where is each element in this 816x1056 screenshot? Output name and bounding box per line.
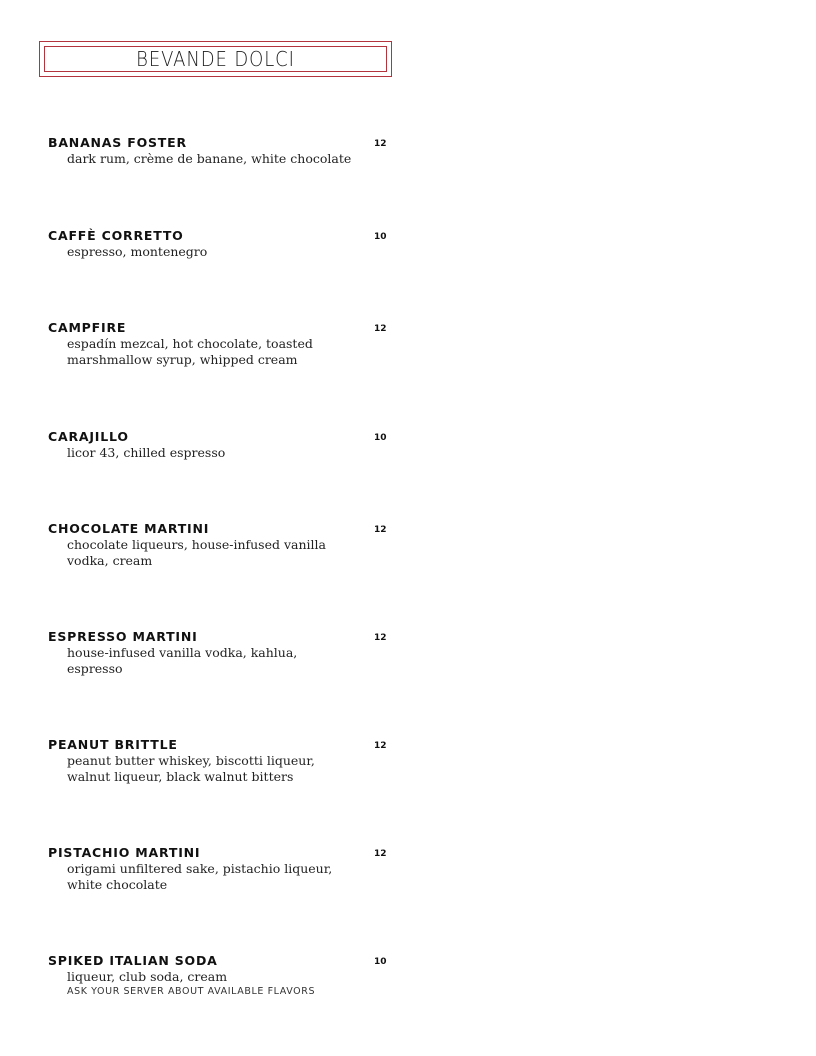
item-description: espadín mezcal, hot chocolate, toasted marshmallow syrup, whipped cream [67,336,313,367]
item-name: ESPRESSO MARTINI [48,629,198,644]
item-price: 12 [374,324,387,334]
item-price: 12 [374,139,387,149]
item-name: PEANUT BRITTLE [48,737,178,752]
item-description: licor 43, chilled espresso [67,445,226,460]
item-description: origami unfiltered sake, pistachio liqueur, white chocolate [67,861,333,892]
item-price: 12 [374,525,387,535]
item-note: ASK YOUR SERVER ABOUT AVAILABLE FLAVORS [67,986,316,997]
item-name: PISTACHIO MARTINI [48,845,201,860]
item-description: espresso, montenegro [67,244,208,259]
item-description: dark rum, crème de banane, white chocolate [67,151,352,166]
item-name: CAMPFIRE [48,320,127,335]
menu-item-espresso-martini [48,630,388,677]
item-price: 10 [374,957,387,967]
item-price: 12 [374,849,387,859]
item-description: chocolate liqueurs, house-infused vanilla vodka, cream [67,537,326,568]
menu-title: BEVANDE DOLCI [136,47,295,71]
menu-item-spiked-italian-soda [48,954,388,998]
item-price: 12 [374,741,387,751]
item-name: CARAJILLO [48,429,129,444]
menu-item-chocolate-martini [48,522,388,569]
item-name: CHOCOLATE MARTINI [48,521,210,536]
menu-item-caffe-corretto [48,229,388,260]
menu-item-bananas-foster [48,136,388,167]
item-name: SPIKED ITALIAN SODA [48,953,218,968]
menu-item-pistachio-martini [48,846,388,893]
item-name: BANANAS FOSTER [48,135,187,150]
item-description: peanut butter whiskey, biscotti liqueur, walnut liqueur, black walnut bitters [67,753,315,784]
item-name: CAFFÈ CORRETTO [48,228,184,243]
menu-item-peanut-brittle [48,738,388,785]
item-price: 10 [374,433,387,443]
menu-item-carajillo [48,430,388,461]
item-description: house-infused vanilla vodka, kahlua, espresso [67,645,298,676]
menu-item-campfire [48,321,388,368]
item-price: 12 [374,633,387,643]
item-description: liqueur, club soda, cream [67,969,228,984]
item-price: 10 [374,232,387,242]
